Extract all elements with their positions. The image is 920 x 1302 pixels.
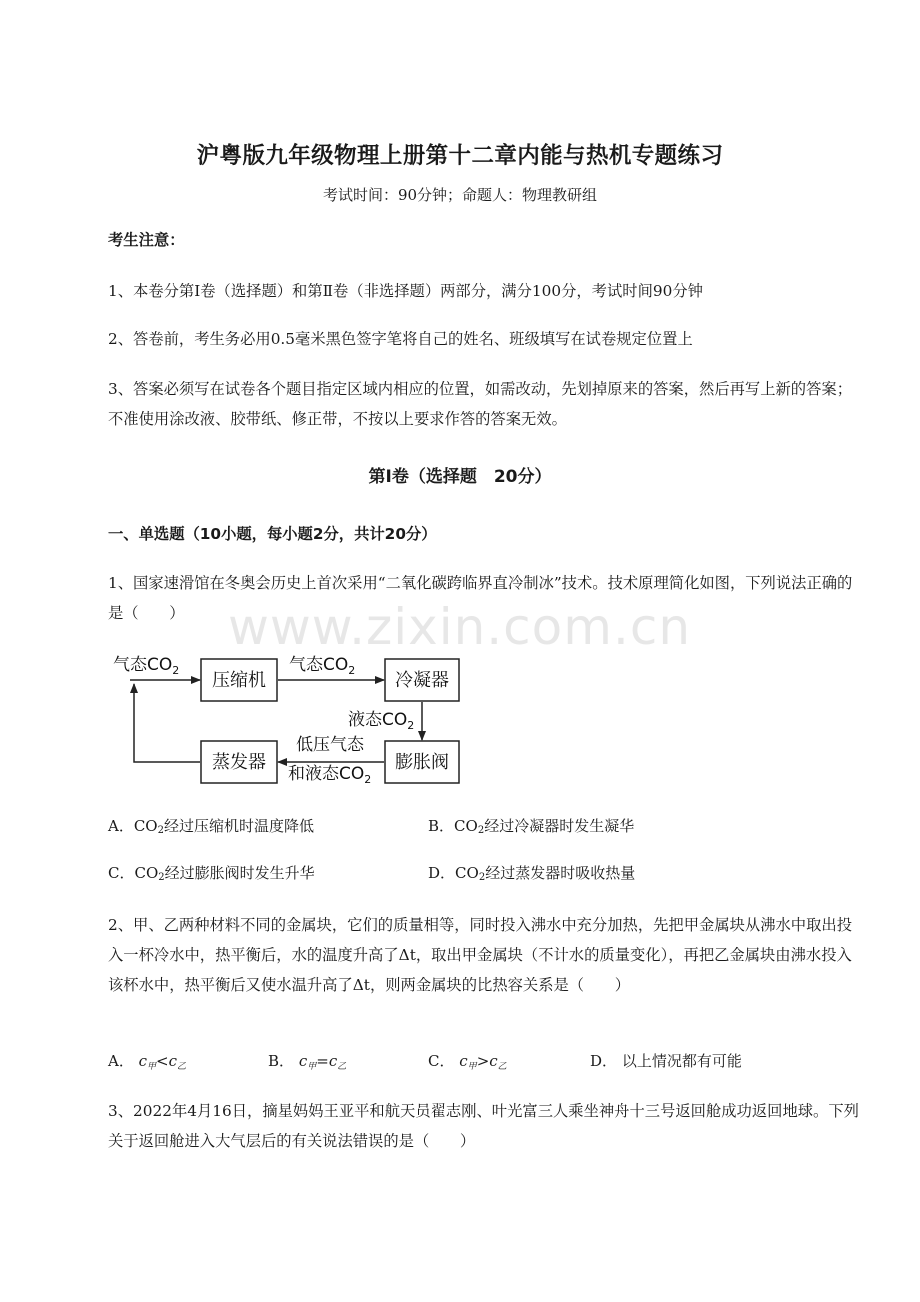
part-title: 一、单选题（10小题，每小题2分，共计20分） <box>108 525 437 543</box>
q1-option-c[interactable]: C．$CO_2$经过膨胀阀时发生升华 <box>108 864 315 883</box>
question-3-stem: 3、2022年4月16日，摘星妈妈王亚平和航天员翟志刚、叶光富三人乘坐神舟十三号返回舱成功返回地球。下列关于返回舱进入大气层后的有关说法错误的是（ ） <box>108 1102 859 1150</box>
refrigeration-diagram <box>108 646 468 788</box>
q2-option-d[interactable]: D． 以上情况都有可能 <box>590 1052 742 1070</box>
gas-co2-in-label: 气态$CO_2$ <box>113 655 180 677</box>
expansion-valve-label: 膨胀阀 <box>395 752 449 773</box>
q1-option-a[interactable]: A．$CO_2$经过压缩机时温度降低 <box>108 817 314 836</box>
question-1-stem: 1、国家速滑馆在冬奥会历史上首次采用“二氧化碳跨临界直冷制冰”技术。技术原理简化如图，下列说法正确的是（ ） <box>108 574 853 622</box>
arrow-return <box>134 684 200 762</box>
notice-item-1: 1、本卷分第Ⅰ卷（选择题）和第Ⅱ卷（非选择题）两部分，满分100分，考试时间90分钟 <box>108 282 703 300</box>
notice-item-2: 2、答卷前，考生务必用0.5毫米黑色签字笔将自己的姓名、班级填写在试卷规定位置上 <box>108 330 693 348</box>
q2-option-a[interactable]: A． $c_甲<c_乙$ <box>108 1052 187 1072</box>
liquid-co2-label: 液态$CO_2$ <box>348 710 415 732</box>
q2-option-c[interactable]: C． $c_甲>c_乙$ <box>428 1052 507 1072</box>
page-title: 沪粤版九年级物理上册第十二章内能与热机专题练习 <box>196 143 724 169</box>
notice-heading: 考生注意： <box>108 231 185 249</box>
compressor-label: 压缩机 <box>212 670 266 691</box>
gas-co2-mid-label: 气态$CO_2$ <box>289 655 356 677</box>
low-pressure-gas-label: 低压气态 <box>296 735 364 755</box>
q1-option-d[interactable]: D．$CO_2$经过蒸发器时吸收热量 <box>428 864 636 883</box>
section-title: 第Ⅰ卷（选择题 20分） <box>368 467 552 487</box>
exam-subtitle: 考试时间：90分钟；命题人：物理教研组 <box>322 186 598 204</box>
low-pressure-liquid-label: 和液态$CO_2$ <box>288 764 372 786</box>
notice-item-3: 3、答案必须写在试卷各个题目指定区域内相应的位置，如需改动，先划掉原来的答案，然后再写上新的答案；不准使用涂改液、胶带纸、修正带，不按以上要求作答的答案无效。 <box>108 380 852 428</box>
evaporator-label: 蒸发器 <box>212 752 266 773</box>
q2-option-b[interactable]: B． $c_甲=c_乙$ <box>268 1052 347 1072</box>
watermark: www.zixin.com.cn <box>228 598 692 656</box>
q1-option-b[interactable]: B．$CO_2$经过冷凝器时发生凝华 <box>428 817 635 836</box>
question-2-stem: 2、甲、乙两种材料不同的金属块，它们的质量相等，同时投入沸水中充分加热，先把甲金属块从沸水中取出投入一杯冷水中，热平衡后，水的温度升高了Δt，取出甲金属块（不计水的质量变化），再把乙金属块由沸水投入该杯水中，热平衡后又使水温升高了Δt，则两金属块的比热容关系是（ ） <box>108 916 852 994</box>
condenser-label: 冷凝器 <box>395 670 449 691</box>
